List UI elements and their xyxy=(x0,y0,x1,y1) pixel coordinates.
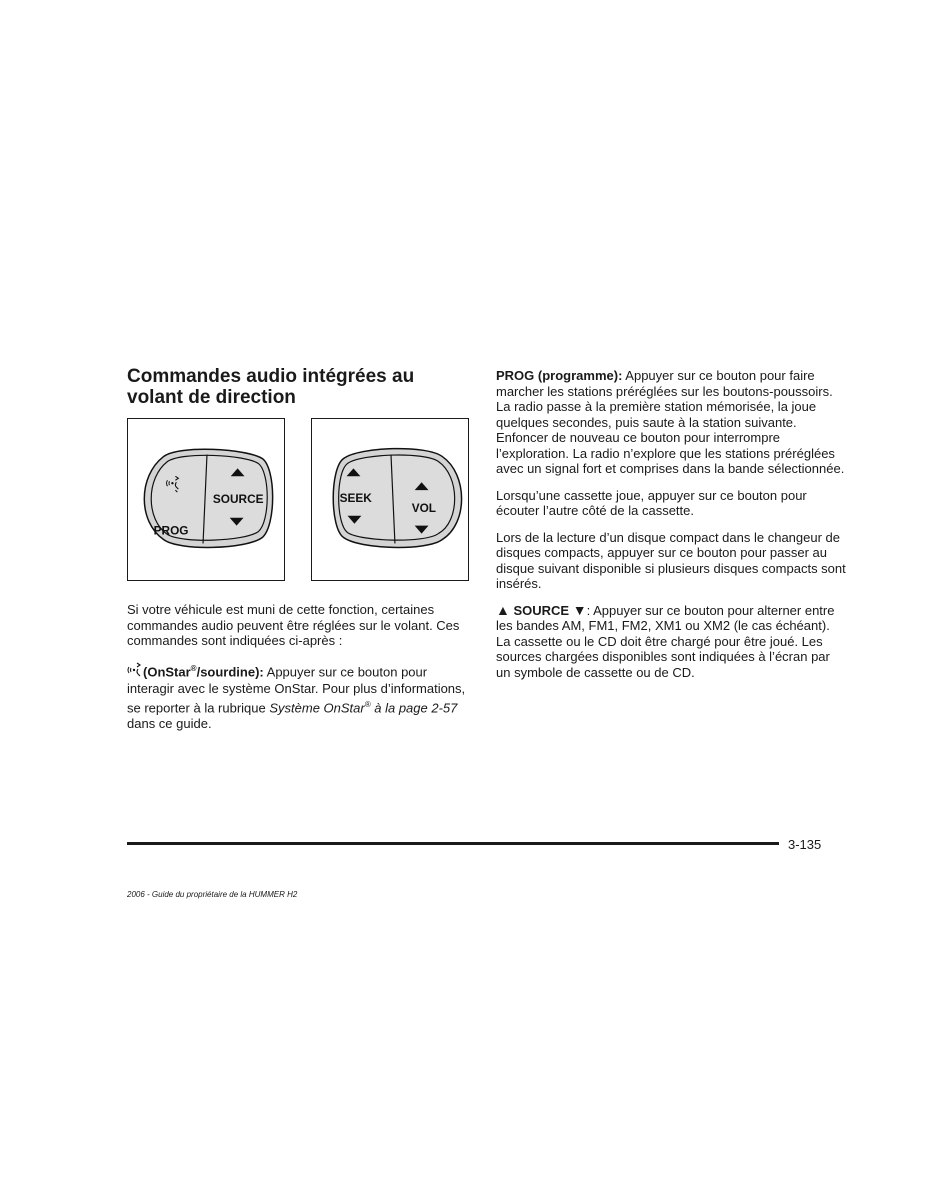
cd-paragraph: Lors de la lecture d’un disque compact dans le changeur de disques compacts, appuyer sur ce bouton pour passer au disque suivant disponible si plusieurs disques compacts sont insérés. xyxy=(496,529,846,591)
registered-mark: ® xyxy=(364,699,371,709)
right-controls-diagram xyxy=(311,418,469,581)
right-column xyxy=(496,368,846,680)
seek-button-label: SEEK xyxy=(339,490,372,505)
left-column xyxy=(127,602,467,731)
onstar-tail: dans ce guide. xyxy=(127,715,212,731)
prog-label: PROG (programme): xyxy=(496,368,623,383)
footer-text: 2006 - Guide du propriétaire de la HUMMER H2 xyxy=(127,890,298,899)
intro-paragraph: Si votre véhicule est muni de cette fonction, certaines commandes audio peuvent être réglées sur le volant. Ces commandes sont indiquées ci-après : xyxy=(127,602,460,648)
onstar-label-suffix: /sourdine): xyxy=(196,663,264,679)
onstar-paragraph xyxy=(127,661,467,732)
up-triangle-icon: ▲ xyxy=(496,601,510,618)
down-triangle-icon: ▼ xyxy=(572,601,587,618)
vol-button-label: VOL xyxy=(411,500,437,515)
onstar-reference: Système OnStar xyxy=(269,700,365,716)
onstar-label: (OnStar xyxy=(143,663,191,679)
cassette-paragraph: Lorsqu’une cassette joue, appuyer sur ce bouton pour écouter l’autre côté de la cassette. xyxy=(496,487,807,518)
source-description: : Appuyer sur ce bouton pour alterner entre les bandes AM, FM1, FM2, XM1 ou XM2 (le cas échéant). La cassette ou le CD doit être chargé pour être joué. Les sources chargées disponibles sont indiquées à l’écran par un symbole de cassette ou de CD. xyxy=(496,602,835,680)
source-paragraph xyxy=(496,603,846,681)
onstar-description: Appuyer sur ce bouton pour interagir avec le système OnStar. Pour plus d’informations, se reporter à la rubrique xyxy=(127,663,466,716)
left-controls-diagram xyxy=(127,418,285,581)
source-label: SOURCE xyxy=(513,602,570,618)
prog-paragraph xyxy=(496,368,846,477)
page-number: 3-135 xyxy=(788,837,822,852)
source-button-label: SOURCE xyxy=(212,491,264,506)
onstar-page-reference: à la page 2-57 xyxy=(370,700,458,716)
footer-rule xyxy=(127,842,779,845)
prog-description: Appuyer sur ce bouton pour faire marcher les stations préréglées sur les boutons-poussoirs. La radio passe à la première station mémorisée, la joue quelques secondes, puis saute à la station suivante. Enfoncer de nouveau ce bouton pour interrompre l’exploration. La radio n’explore que les stations préréglées avec un signal fort et comprises dans la bande sélectionnée. xyxy=(496,368,845,476)
onstar-icon xyxy=(127,662,143,682)
section-heading: Commandes audio intégrées au volant de direction xyxy=(127,366,415,408)
registered-mark: ® xyxy=(190,663,197,673)
prog-button-label: PROG xyxy=(153,523,189,538)
